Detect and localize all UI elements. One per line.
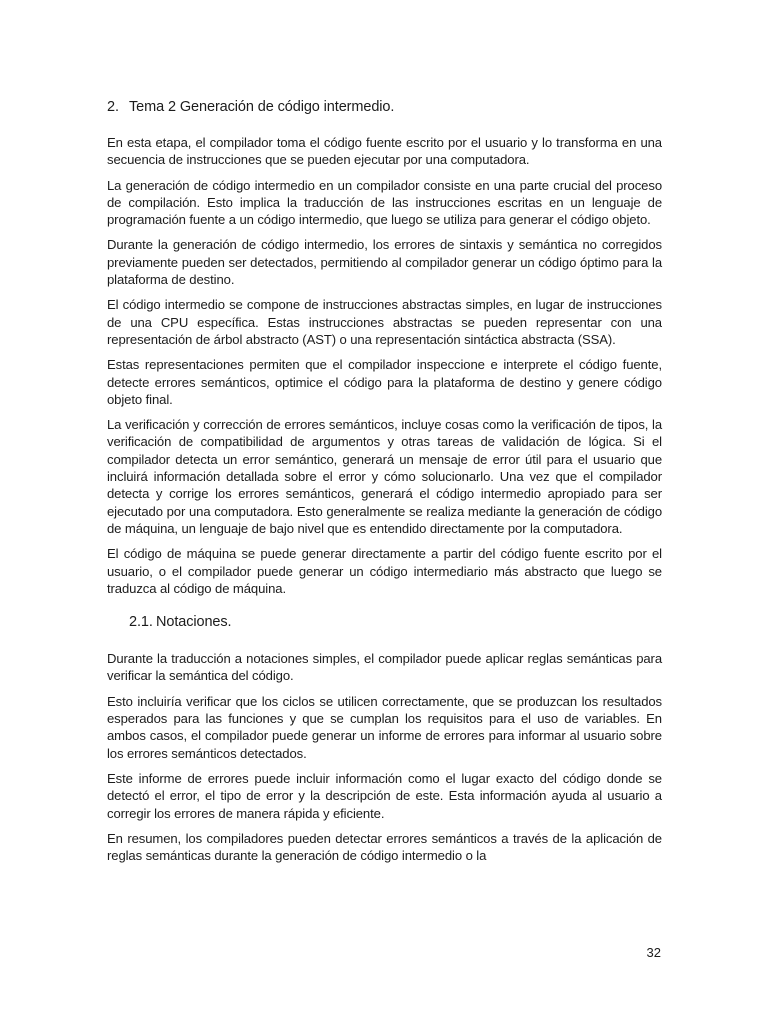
paragraph: El código intermedio se compone de instrucciones abstractas simples, en lugar de instrucciones de una CPU específica. Estas instrucciones abstractas se pueden representar con una representación de árbol abstracto (AST) o una representación sintáctica abstracta (SSA).	[107, 297, 662, 347]
paragraph: La generación de código intermedio en un compilador consiste en una parte crucial del proceso de compilación. Esto implica la traducción de las instrucciones escritas en un lenguaje de programación fuente a un código intermedio, que luego se utiliza para generar el código objeto.	[107, 177, 662, 228]
section-title: Tema 2 Generación de código intermedio.	[129, 99, 395, 115]
section-number: 2.	[107, 99, 119, 115]
paragraph: La verificación y corrección de errores semánticos, incluye cosas como la verificación de tipos, la verificación de compatibilidad de argumentos y otras tareas de validación de lógica. Si el compilador detecta un error semántico, generará un mensaje de error útil para el usuario que incluirá información detallada sobre el error y cómo solucionarlo. Una vez que el compilador detecta y corrige los errores semánticos, generará el código intermedio apropiado para ser ejecutado por una computadora. Esto generalmente se realiza mediante la generación de código de máquina, un lenguaje de bajo nivel que es entendido directamente por la computadora.	[107, 417, 662, 536]
paragraph: Durante la generación de código intermedio, los errores de sintaxis y semántica no corregidos previamente pueden ser detectados, permitiendo al compilador generar un código óptimo para la plataforma de destino.	[107, 237, 662, 288]
subsection-heading	[129, 613, 662, 631]
paragraph: En esta etapa, el compilador toma el código fuente escrito por el usuario y lo transforma en una secuencia de instrucciones que se pueden ejecutar por una computadora.	[107, 135, 662, 168]
paragraph: Durante la traducción a notaciones simples, el compilador puede aplicar reglas semánticas para verificar la semántica del código.	[107, 651, 662, 684]
paragraph: Esto incluiría verificar que los ciclos se utilicen correctamente, que se produzcan los resultados esperados para las funciones y que se cumplan los requisitos para el uso de variables. En ambos casos, el compilador puede generar un informe de errores para informar al usuario sobre los errores semánticos detectados.	[107, 693, 662, 761]
paragraph: Este informe de errores puede incluir información como el lugar exacto del código donde se detectó el error, el tipo de error y la descripción de este. Esta información ayuda al usuario a corregir los errores de manera rápida y eficiente.	[107, 770, 662, 821]
page-number: 32	[646, 945, 661, 960]
subsection-number: 2.1.	[129, 614, 153, 631]
page-content	[107, 98, 662, 872]
paragraph: El código de máquina se puede generar directamente a partir del código fuente escrito por el usuario, o el compilador puede generar un código intermediario más abstracto que luego se traduzca al código de máquina.	[107, 546, 662, 596]
section-heading	[107, 98, 662, 116]
subsection-title: Notaciones.	[156, 614, 232, 631]
paragraph: En resumen, los compiladores pueden detectar errores semánticos a través de la aplicación de reglas semánticas durante la generación de código intermedio o la	[107, 830, 662, 864]
paragraph: Estas representaciones permiten que el compilador inspeccione e interprete el código fuente, detecte errores semánticos, optimice el código para la plataforma de destino y genere código objeto final.	[107, 357, 662, 407]
